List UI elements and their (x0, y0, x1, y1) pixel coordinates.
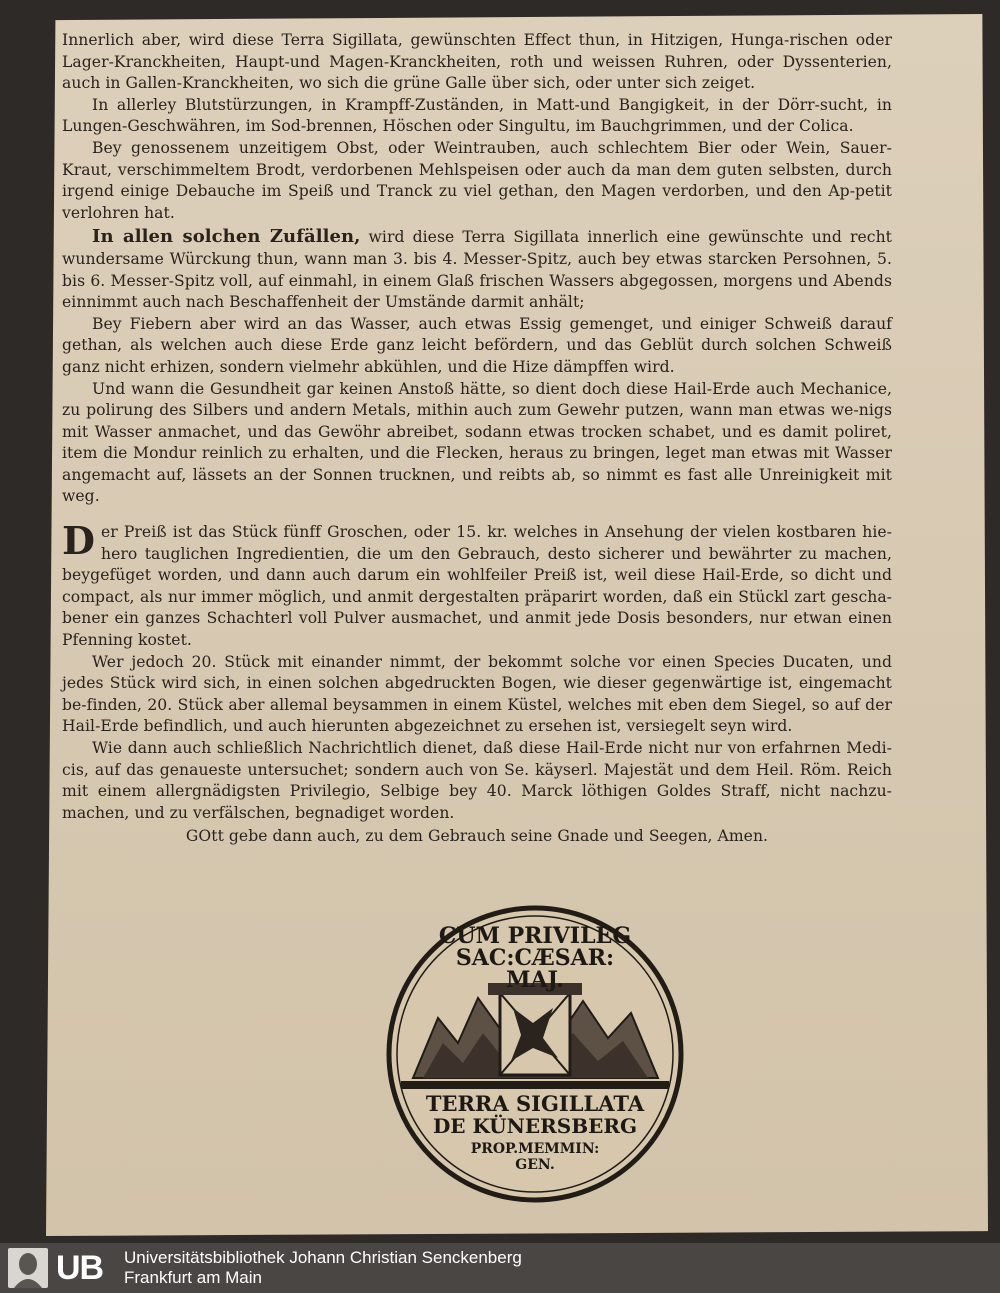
institution-location: Frankfurt am Main (124, 1268, 262, 1287)
institution-name: Universitätsbibliothek Johann Christian Senckenberg (124, 1248, 522, 1267)
seal-image (383, 903, 687, 1205)
paragraph-text: er Preiß ist das Stück fünff Groschen, oder 15. kr. welches in Ansehung der vielen kostbaren hie-hero tauglichen Ingredientien, die um den Gebrauch, desto sicherer und bewährter zu machen, beygefüget worden, und dann auch darum ein wohlfeiler Preiß ist, weil diese Hail-Erde, so dicht und compact, als nur immer möglich, und anmit dergestalten präparirt worden, daß ein Stückl zart gescha-bener ein ganzes Schachterl voll Pulver ausmachet, und anmit jede Dosis besonders, nur etwan einen Pfenning kostet. (62, 523, 892, 650)
drop-cap: D (62, 518, 96, 564)
logo-text: UB (56, 1248, 104, 1287)
paragraph: Bey Fiebern aber wird an das Wasser, auch etwas Essig gemenget, und einiger Schweiß darauf gethan, als welchen auch diese Erde ganz leicht befördern, und das Geblüt durch solchen Schweiß ganz nicht erhizen, sondern vielmehr abkühlen, und die Hize dämpffen wird. (62, 314, 892, 376)
seal-top-line-1: CUM PRIVILEG (438, 923, 632, 949)
paragraph: Und wann die Gesundheit gar keinen Anstoß hätte, so dient doch diese Hail-Erde auch Mechanice, zu polirung des Silbers und andern Metals, mithin auch zum Gewehr putzen, wann man etwas we-nigs mit Wasser anmachet, und das Gewöhr abreibet, sodann etwas trocken schabet, und es damit poliret, item die Mondur reinlich zu erhalten, und die Flecken, heraus zu bringen, leget man etwas mit Wasser angemacht auf, lässets an der Sonnen trucknen, und reibts ab, so nimmt es fast alle Unreinigkeit mit weg. (62, 379, 892, 506)
seal-stamp (383, 903, 687, 1205)
portrait-icon (8, 1248, 48, 1288)
document-body (62, 30, 892, 848)
seal-bottom-line-1: TERRA SIGILLATA (425, 1091, 645, 1116)
paragraph: Wie dann auch schließlich Nachrichtlich dienet, daß diese Hail-Erde nicht nur von erfahrnen Medi-cis, auf das genaueste untersuchet; sondern auch von Se. käyserl. Majestät und dem Heil. Röm. Reich mit einem allergnädigsten Privilegio, Selbige bey 40. Marck löthigen Goldes Straff, nicht nachzu-machen, und zu verfälschen, begnadiget worden. (62, 739, 892, 822)
paragraph: In allerley Blutstürzungen, in Krampff-Zuständen, in Matt-und Bangigkeit, in der Dörr-sucht, in Lungen-Geschwähren, im Sod-brennen, Höschen oder Singultu, im Bauchgrimmen, und der Colica. (62, 95, 892, 136)
closing-line: GOtt gebe dann auch, zu dem Gebrauch seine Gnade und Seegen, Amen. (185, 827, 769, 846)
paragraph: Wer jedoch 20. Stück mit einander nimmt, der bekommt solche vor einen Species Ducaten, und jedes Stück wird sich, in einen solchen abgedruckten Bogen, wie dieser gegenwärtige ist, eingemacht be-finden, 20. Stück aber allemal beysammen in einem Küstel, welches mit eben dem Siegel, so auf der Hail-Erde befindlich, und auch hierunten abgezeichnet zu ersehen ist, versiegelt seyn wird. (62, 652, 892, 736)
paragraph (62, 518, 892, 652)
seal-top-line-2: SAC:CÆSAR: (455, 945, 615, 971)
paragraph: Bey genossenem unzeitigem Obst, oder Weintrauben, auch schlechtem Bier oder Wein, Sauer-Kraut, verschimmeltem Brodt, verdorbenen Mehlspeisen oder auch da man dem guten selbsten, durch irgend einige Debauche im Speiß und Tranck zu viel gethan, den Magen verdorben, und den Ap-petit verlohren hat. (62, 138, 892, 222)
seal-bottom-line-4: GEN. (515, 1157, 555, 1173)
paragraph: Innerlich aber, wird diese Terra Sigillata, gewünschten Effect thun, in Hitzigen, Hunga-rischen oder Lager-Kranckheiten, Haupt-und Magen-Kranckheiten, roth und weissen Ruhren, oder Dyssenterien, auch in Gallen-Kranckheiten, wo sich die grüne Galle über sich, oder unter sich zeiget. (62, 31, 892, 93)
seal-bottom-line-2: DE KÜNERSBERG (432, 1114, 638, 1138)
seal-bottom-line-3: PROP.MEMMIN: (470, 1141, 600, 1157)
library-logo (8, 1248, 112, 1288)
paragraph (62, 226, 892, 313)
library-footer (0, 1243, 1000, 1293)
paragraph-lead: In allen solchen Zufällen, (92, 226, 361, 248)
paragraph-text: wird diese Terra Sigillata innerlich eine gewünschte und recht wundersame Würckung thun, wann man 3. bis 4. Messer-Spitz, auch bey etwas starcken Persohnen, 5. bis 6. Messer-Spitz voll, auf einmahl, in einem Glaß frischen Wassers abgegossen, morgens und Abends einnimmt auch nach Beschaffenheit der Umstände darmit anhält; (62, 228, 892, 312)
footer-caption (124, 1248, 522, 1288)
seal-top-line-3: MAJ. (506, 967, 564, 993)
